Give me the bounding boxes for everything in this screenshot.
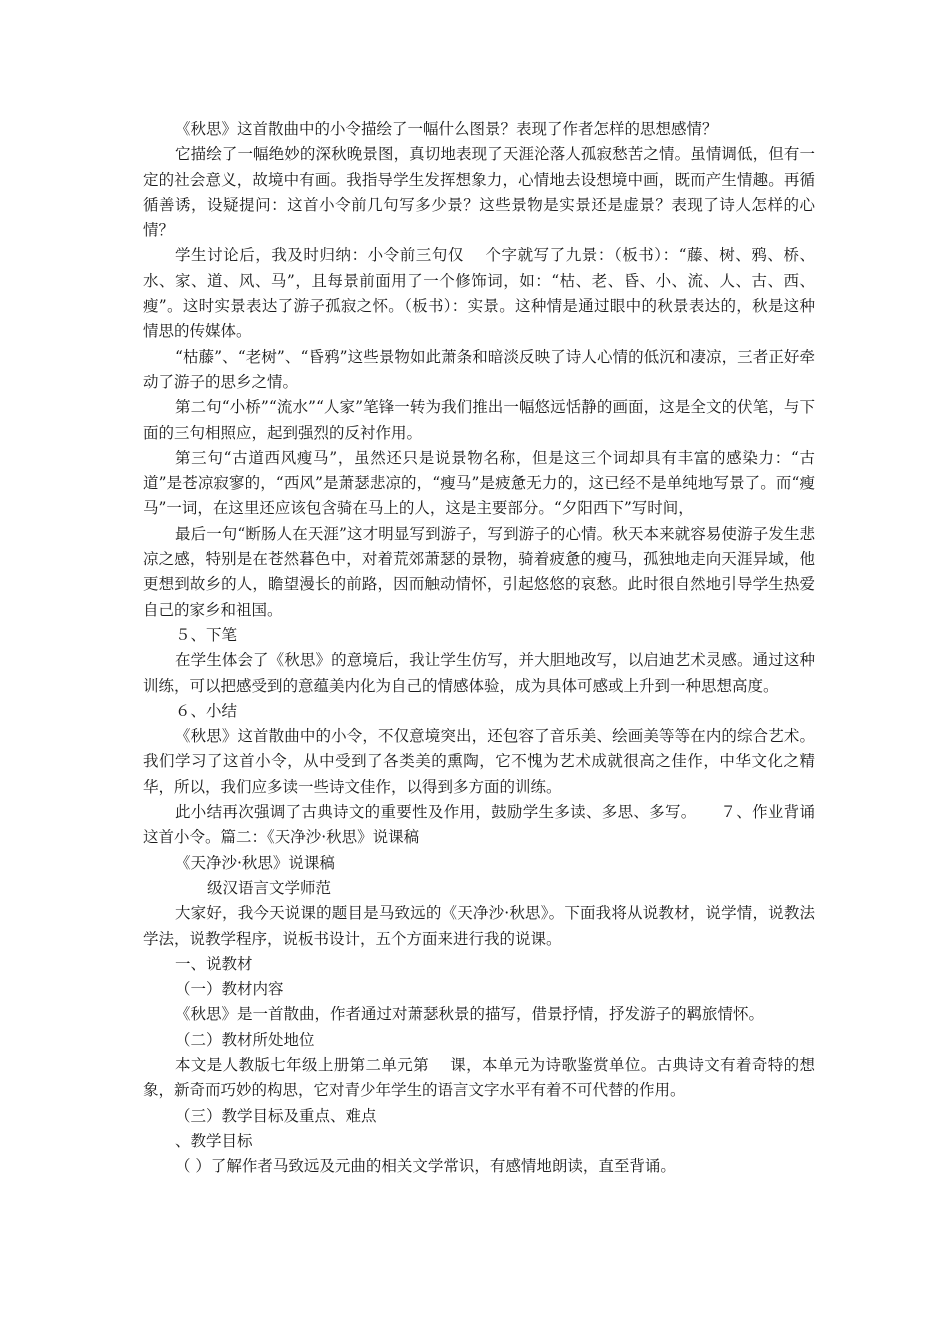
paragraph: 此小结再次强调了古典诗文的重要性及作用，鼓励学生多读、多思、多写。 ７、作业背诵这首小令。篇二：《天净沙·秋思》说课稿 [143, 803, 815, 847]
subsection-heading: 、教学目标 [175, 1131, 253, 1150]
section-heading: ６、小结 [175, 701, 238, 720]
paragraph: 第二句“小桥”“流水”“人家”笔锋一转为我们推出一幅悠远恬静的画面，这是全文的伏笔，与下面的三句相照应，起到强烈的反衬作用。 [143, 398, 815, 442]
document-body [143, 117, 815, 1179]
paragraph: 《秋思》这首散曲中的小令，不仅意境突出，还包容了音乐美、绘画美等等在内的综合艺术。我们学习了这首小令，从中受到了各类美的熏陶，它不愧为艺术成就很高之佳作，中华文化之精华，所以，我们应多读一些诗文佳作，以得到多方面的训练。 [143, 727, 815, 796]
subsection-heading: （一）教材内容 [175, 980, 284, 999]
paragraph: 本文是人教版七年级上册第二单元第 课，本单元为诗歌鉴赏单位。古典诗文有着奇特的想象，新奇而巧妙的构思，它对青少年学生的语言文字水平有着不可代替的作用。 [143, 1055, 815, 1100]
paragraph: 在学生体会了《秋思》的意境后，我让学生仿写，并大胆地改写，以启迪艺术灵感。通过这种训练，可以把感受到的意蕴美内化为自己的情感体验，成为具体可感或上升到一种思想高度。 [143, 651, 815, 695]
author-line: 级汉语言文学师范 [207, 878, 332, 897]
paragraph: 学生讨论后，我及时归纳：小令前三句仅 个字就写了九景：（板书）：“藤、树、鸦、桥、水、家、道、风、马”，且每景前面用了一个修饰词，如：“枯、老、昏、小、流、人、古、西、瘦”。这时实景表达了游子孤寂之怀。（板书）：实景。这种情是通过眼中的秋景表达的，秋是这种情思的传媒体。 [143, 246, 815, 341]
section-heading: 一、说教材 [175, 954, 253, 973]
subsection-heading: （三）教学目标及重点、难点 [175, 1106, 377, 1125]
paragraph: 最后一句“断肠人在天涯”这才明显写到游子，写到游子的心情。秋天本来就容易使游子发生悲凉之感，特别是在苍然暮色中，对着荒郊萧瑟的景物，骑着疲惫的瘦马，孤独地走向天涯异域，他更想到故乡的人，瞻望漫长的前路，因而触动情怀，引起悠悠的哀愁。此时很自然地引导学生热爱自己的家乡和祖国。 [143, 524, 815, 619]
paragraph: 第三句“古道西风瘦马”，虽然还只是说景物名称，但是这三个词却具有丰富的感染力：“古道”是苍凉寂寥的，“西风”是萧瑟悲凉的，“瘦马”是疲惫无力的，这已经不是单纯地写景了。而“瘦马”一词，在这里还应该包含骑在马上的人，这是主要部分。“夕阳西下”写时间， [143, 448, 815, 518]
subsection-heading: （二）教材所处地位 [175, 1030, 315, 1049]
list-item: （ ）了解作者马致远及元曲的相关文学常识，有感情地朗读，直至背诵。 [175, 1157, 676, 1176]
paragraph: 它描绘了一幅绝妙的深秋晚景图，真切地表现了天涯沦落人孤寂愁苦之情。虽情调低，但有一定的社会意义，故境中有画。我指导学生发挥想象力，心情地去设想境中画，既而产生情趣。再循循善诱，设疑提问：这首小令前几句写多少景？这些景物是实景还是虚景？表现了诗人怎样的心情？ [143, 145, 815, 240]
document-title: 《天净沙·秋思》说课稿 [175, 853, 335, 872]
paragraph: 大家好，我今天说课的题目是马致远的《天净沙·秋思》。下面我将从说教材，说学情，说教法学法，说教学程序，说板书设计，五个方面来进行我的说课。 [143, 904, 815, 948]
paragraph: 《秋思》是一首散曲，作者通过对萧瑟秋景的描写，借景抒情，抒发游子的羁旅情怀。 [175, 1005, 765, 1024]
paragraph: “枯藤”、“老树”、“昏鸦”这些景物如此萧条和暗淡反映了诗人心情的低沉和凄凉，三者正好牵动了游子的思乡之情。 [143, 347, 815, 391]
paragraph: 《秋思》这首散曲中的小令描绘了一幅什么图景？表现了作者怎样的思想感情？ [175, 120, 718, 138]
section-heading: ５、下笔 [175, 625, 238, 644]
